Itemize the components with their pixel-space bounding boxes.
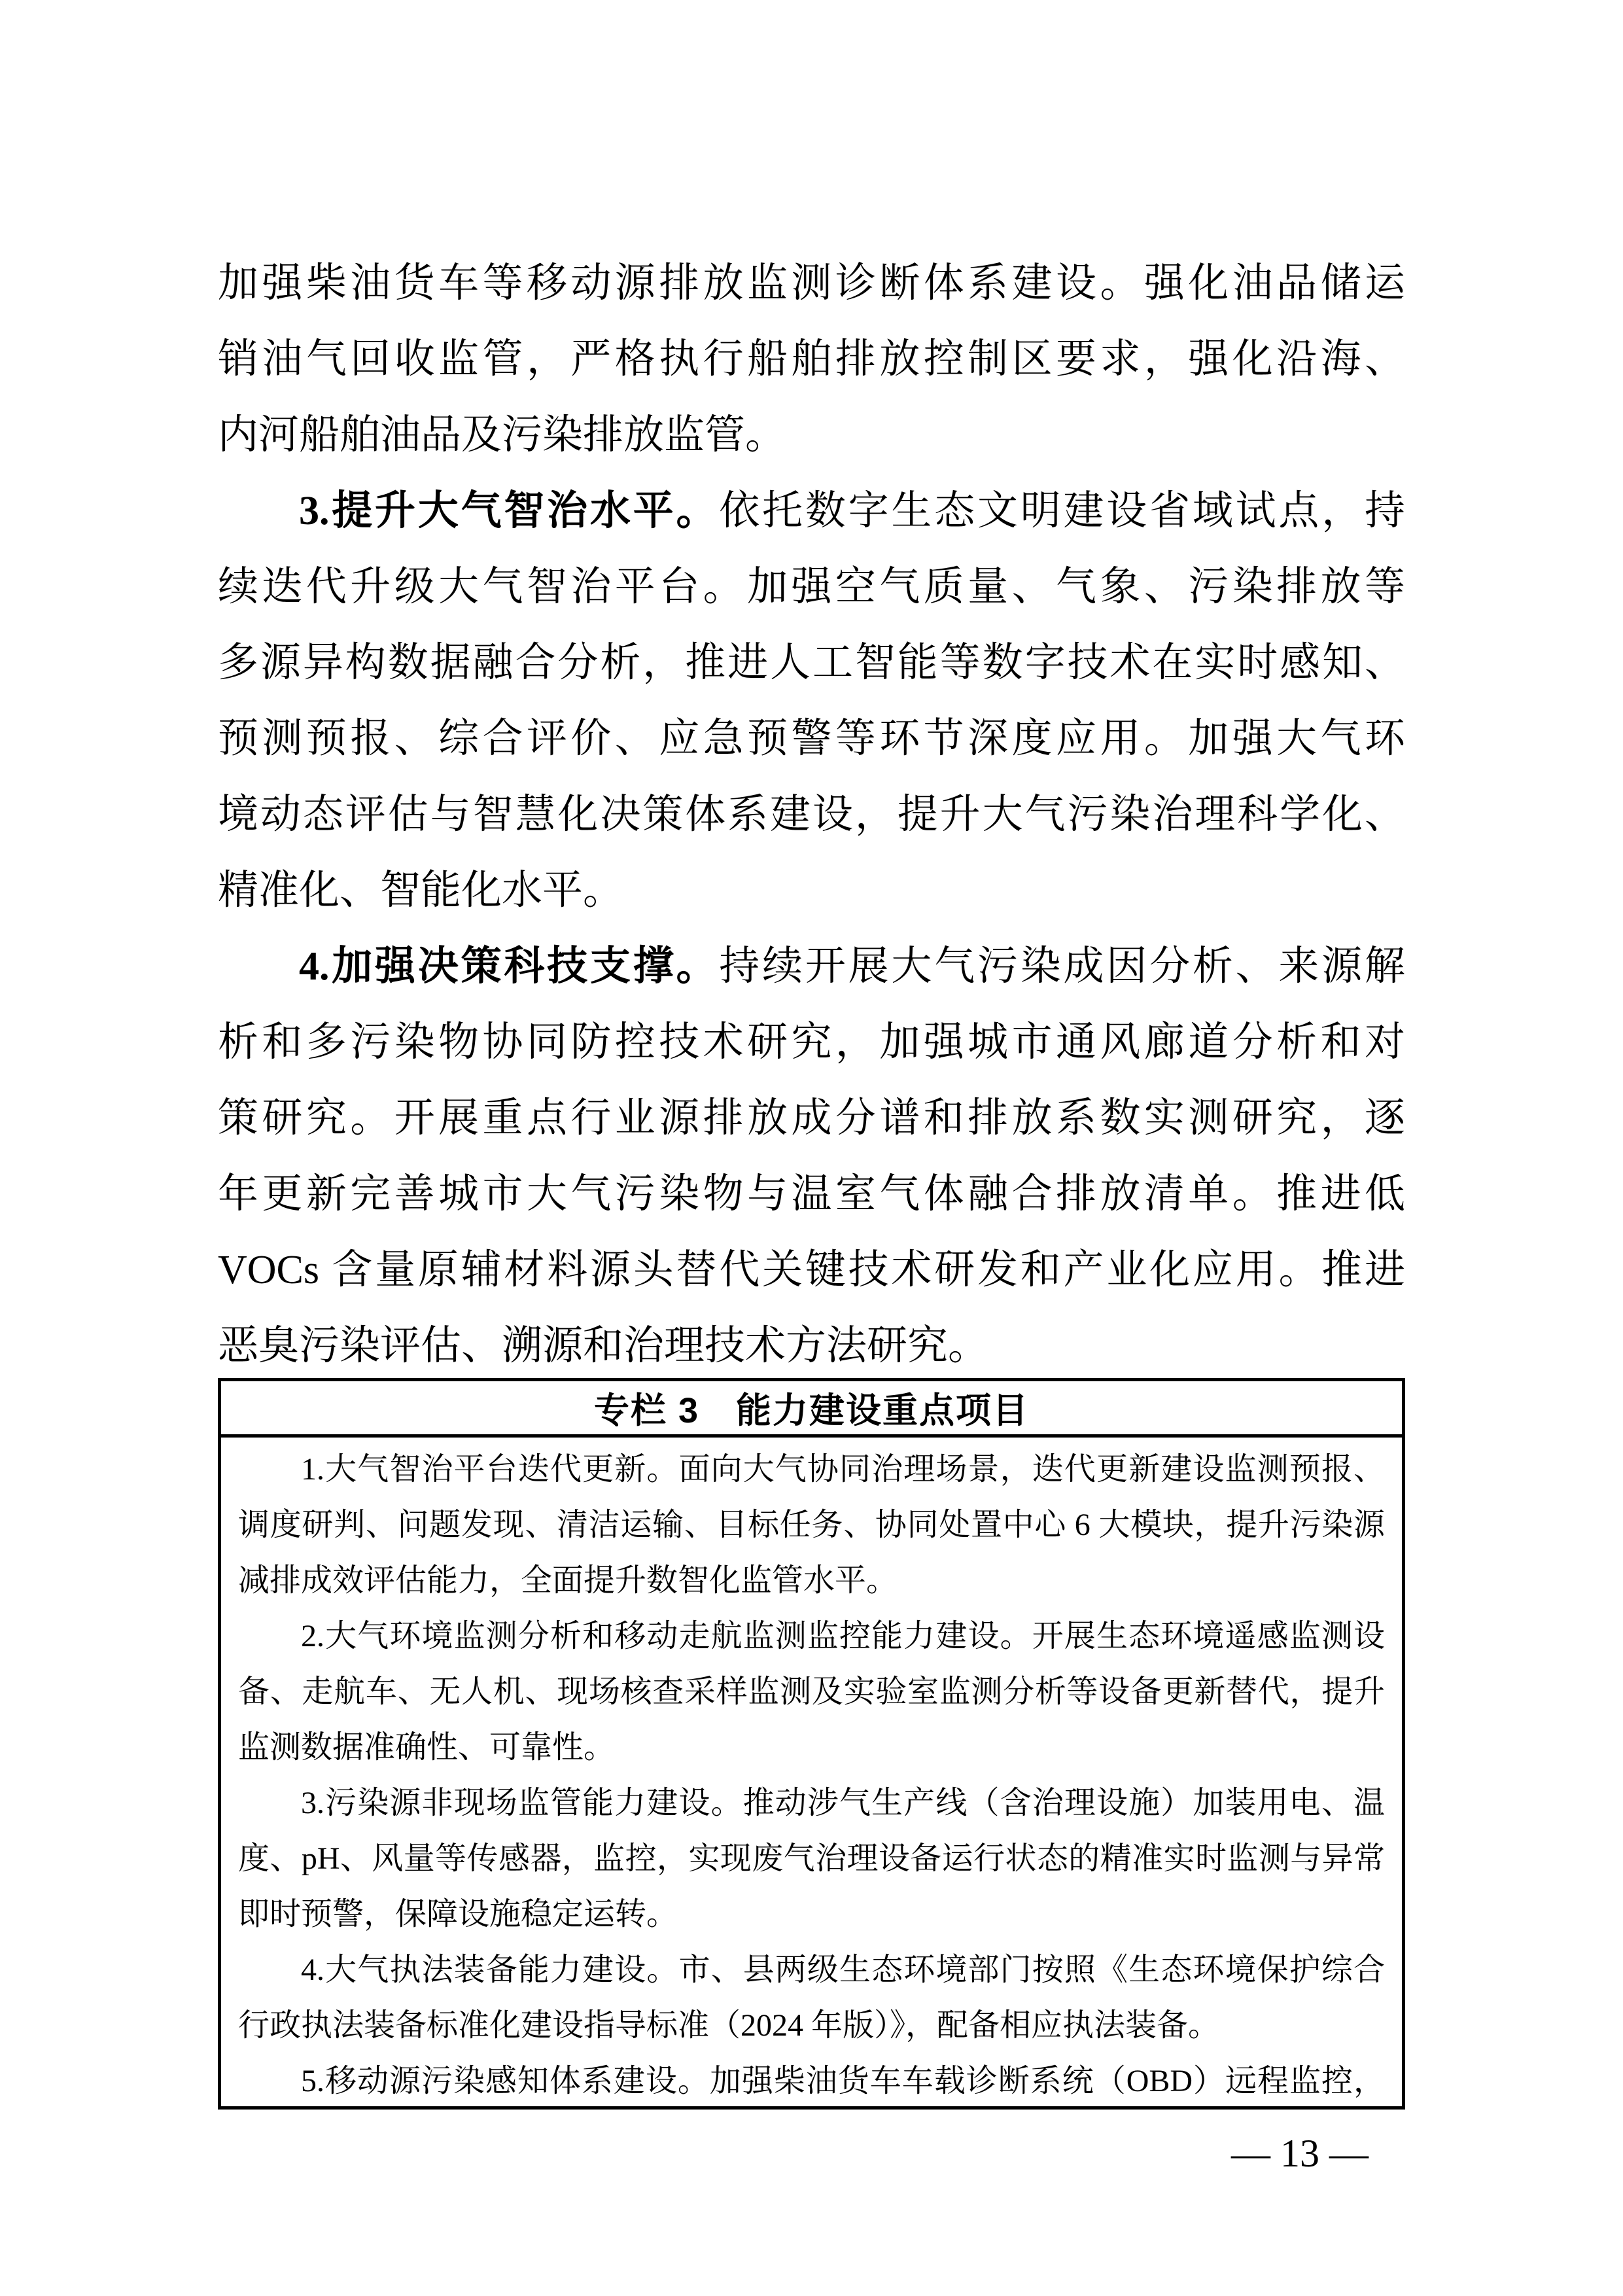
body-line — [218, 1004, 1405, 1080]
body-line — [218, 1156, 1405, 1232]
box-text: 备、走航车、无人机、现场核查采样监测及实验室监测分析等设备更新替代，提升 — [238, 1674, 1385, 1709]
box-text: 4.大气执法装备能力建设。市、县两级生态环境部门按照《生态环境保护综合 — [301, 1952, 1385, 1987]
body-line — [218, 1080, 1405, 1156]
body-line — [218, 853, 1405, 928]
body-text: 内河船舶油品及污染排放监管。 — [218, 413, 786, 457]
box-text: 5.移动源污染感知体系建设。加强柴油货车车载诊断系统（OBD）远程监控， — [301, 2064, 1385, 2098]
body-line — [218, 321, 1405, 397]
box-header — [221, 1381, 1402, 1438]
body-text: 多源异构数据融合分析，推进人工智能等数字技术在实时感知、 — [218, 641, 1405, 685]
box-text: 行政执法装备标准化建设指导标准（2024 年版）》，配备相应执法装备。 — [238, 2008, 1220, 2043]
body-text: 续迭代升级大气智治平台。加强空气质量、气象、污染排放等 — [218, 565, 1405, 609]
body-text: 恶臭污染评估、溯源和治理技术方法研究。 — [218, 1324, 989, 1368]
box-line — [238, 1497, 1385, 1553]
paragraph-lead: 3.提升大气智治水平。 — [299, 489, 720, 533]
box-text: 2.大气环境监测分析和移动走航监测监控能力建设。开展生态环境遥感监测设 — [301, 1619, 1385, 1653]
box-text: 度、pH、风量等传感器，监控，实现废气治理设备运行状态的精准实时监测与异常 — [238, 1841, 1385, 1876]
body-line — [218, 245, 1405, 321]
highlight-box — [218, 1378, 1405, 2110]
box-line — [238, 1831, 1385, 1886]
body-text: 境动态评估与智慧化决策体系建设，提升大气污染治理科学化、 — [218, 792, 1405, 837]
box-line — [238, 1553, 1385, 1608]
body-line — [218, 928, 1405, 1004]
box-line — [238, 1608, 1385, 1664]
box-text: 减排成效评估能力，全面提升数智化监管水平。 — [238, 1563, 898, 1598]
box-text: 1.大气智治平台迭代更新。面向大气协同治理场景，迭代更新建设监测预报、 — [301, 1452, 1385, 1487]
body-line — [218, 625, 1405, 701]
body-line — [218, 1308, 1405, 1384]
paragraph-lead: 4.加强决策科技支撑。 — [299, 944, 720, 989]
box-text: 3.污染源非现场监管能力建设。推动涉气生产线（含治理设施）加装用电、温 — [301, 1786, 1385, 1820]
box-line — [238, 1886, 1385, 1942]
body-line — [218, 701, 1405, 777]
body-text: 析和多污染物协同防控技术研究，加强城市通风廊道分析和对 — [218, 1020, 1405, 1065]
body-text: VOCs 含量原辅材料源头替代关键技术研发和产业化应用。推进 — [218, 1248, 1405, 1292]
body-text: 年更新完善城市大气污染物与温室气体融合排放清单。推进低 — [218, 1172, 1405, 1216]
box-line — [238, 2053, 1385, 2109]
body-text: 预测预报、综合评价、应急预警等环节深度应用。加强大气环 — [218, 716, 1405, 761]
box-line — [238, 1664, 1385, 1720]
body-line — [218, 473, 1405, 549]
box-body — [221, 1438, 1402, 2109]
box-line — [238, 1998, 1385, 2053]
body-text: 加强柴油货车等移动源排放监测诊断体系建设。强化油品储运 — [218, 261, 1405, 306]
box-text: 调度研判、问题发现、清洁运输、目标任务、协同处置中心 6 大模块，提升污染源 — [238, 1508, 1385, 1542]
box-line — [238, 1942, 1385, 1998]
main-text — [218, 245, 1405, 1384]
body-text: 持续开展大气污染成因分析、来源解 — [719, 944, 1405, 989]
box-text: 即时预警，保障设施稳定运转。 — [238, 1897, 678, 1932]
box-line — [238, 1441, 1385, 1497]
box-title: 专栏 3 能力建设重点项目 — [593, 1391, 1030, 1430]
box-line — [238, 1775, 1385, 1831]
body-line — [218, 1232, 1405, 1308]
body-text: 依托数字生态文明建设省域试点，持 — [719, 489, 1405, 533]
box-text: 监测数据准确性、可靠性。 — [238, 1730, 616, 1765]
body-line — [218, 397, 1405, 473]
body-line — [218, 549, 1405, 625]
body-text: 精准化、智能化水平。 — [218, 868, 624, 913]
page-number: — 13 — — [1231, 2132, 1369, 2175]
box-line — [238, 1720, 1385, 1775]
body-text: 策研究。开展重点行业源排放成分谱和排放系数实测研究，逐 — [218, 1096, 1405, 1140]
body-line — [218, 777, 1405, 853]
body-text: 销油气回收监管，严格执行船舶排放控制区要求，强化沿海、 — [218, 337, 1405, 381]
